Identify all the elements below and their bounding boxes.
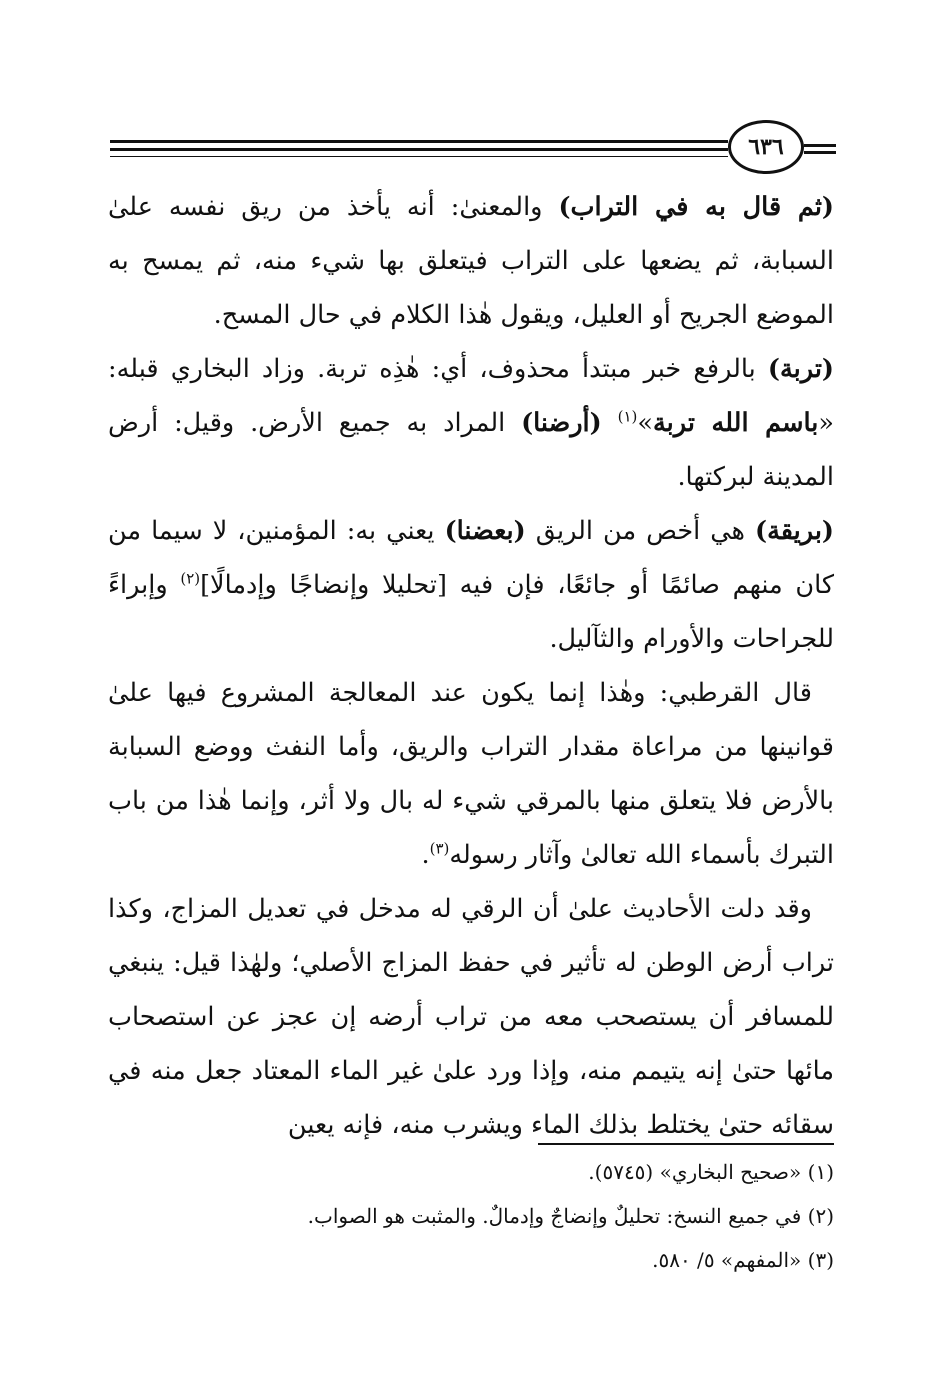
header-rule	[110, 156, 728, 157]
text-run: والمعنىٰ: أنه يأخذ من ريق نفسه علىٰ السبابة، ثم يضعها على التراب فيتعلق بها شيء منه، ثم يمسح به الموضع الجريح أو العليل، ويقول هٰذا الكلام في حال المسح.	[108, 192, 834, 330]
footnote-text: «صحيح البخاري» (٥٧٤٥).	[588, 1160, 802, 1184]
text-run: هي أخص من الريق	[525, 516, 756, 546]
text-run: »	[637, 408, 653, 438]
footnotes	[108, 1150, 834, 1282]
footnote	[108, 1194, 834, 1238]
main-text	[108, 180, 834, 1152]
footnote-marker: (٢)	[807, 1204, 834, 1228]
page-number: ٦٣٦	[728, 120, 804, 174]
bold-phrase: (ثم قال به في التراب)	[558, 192, 835, 222]
bold-phrase: (تربة)	[767, 354, 834, 384]
header-rule	[110, 148, 728, 151]
paragraph	[108, 504, 834, 666]
footnote	[108, 1150, 834, 1194]
paragraph	[108, 882, 834, 1152]
text-run: يعني به: المؤمنين، لا سيما من كان منهم صائمًا أو جائعًا، فإن فيه [تحليلا وإنضاجًا وإدمالًا]	[108, 516, 834, 600]
paragraph	[108, 666, 834, 882]
footnote-separator	[538, 1143, 834, 1145]
bold-phrase: (بريقة)	[755, 516, 834, 546]
footnote	[108, 1238, 834, 1282]
footnote-marker: (١)	[807, 1160, 834, 1184]
paragraph	[108, 180, 834, 342]
text-run	[602, 408, 618, 438]
text-run: وإبراءً للجراحات والأورام والثآليل.	[108, 570, 834, 654]
bold-phrase: (أرضنا)	[521, 408, 602, 438]
footnote-marker: (٣)	[807, 1248, 834, 1272]
text-run: المراد به جميع الأرض. وقيل: أرض المدينة لبركتها.	[108, 408, 834, 492]
text-run: .	[421, 840, 430, 870]
text-run: قال القرطبي: وهٰذا إنما يكون عند المعالجة المشروع فيها علىٰ قوانينها من مراعاة مقدار التراب والريق، وأما النفث ووضع السبابة بالأرض فلا يتعلق منها بالمرقي شيء له بال ولا أثر، وإنما هٰذا من باب التبرك بأسماء الله تعالىٰ وآثار رسوله	[108, 678, 834, 870]
footnote-text: في جميع النسخ: تحليلٌ وإنضاجٌ وإدمالٌ. والمثبت هو الصواب.	[307, 1204, 802, 1228]
paragraph	[108, 342, 834, 504]
footnote-ref: (١)	[617, 407, 638, 426]
footnote-ref: (٣)	[429, 839, 450, 858]
text-run: بالرفع خبر مبتدأ محذوف، أي: هٰذِه تربة. وزاد البخاري قبله: «	[108, 354, 834, 438]
bold-phrase: (بعضنا)	[444, 516, 526, 546]
header-rule	[804, 144, 836, 147]
header-rule	[110, 140, 728, 143]
header-rule	[804, 151, 836, 154]
bold-phrase: باسم الله تربة	[652, 408, 819, 438]
text-run: وقد دلت الأحاديث علىٰ أن الرقي له مدخل في تعديل المزاج، وكذا تراب أرض الوطن له تأثير في حفظ المزاج الأصلي؛ ولهٰذا قيل: ينبغي للمسافر أن يستصحب معه من تراب أرضه إن عجز عن استصحاب مائها حتىٰ إنه يتيمم منه، وإذا ورد علىٰ غير الماء المعتاد جعل منه في سقائه حتىٰ يختلط بذلك الماء ويشرب منه، فإنه يعين	[108, 894, 834, 1140]
footnote-ref: (٢)	[180, 569, 201, 588]
footnote-text: «المفهم» ٥/ ٥٨٠.	[652, 1248, 802, 1272]
page-header	[110, 118, 836, 178]
